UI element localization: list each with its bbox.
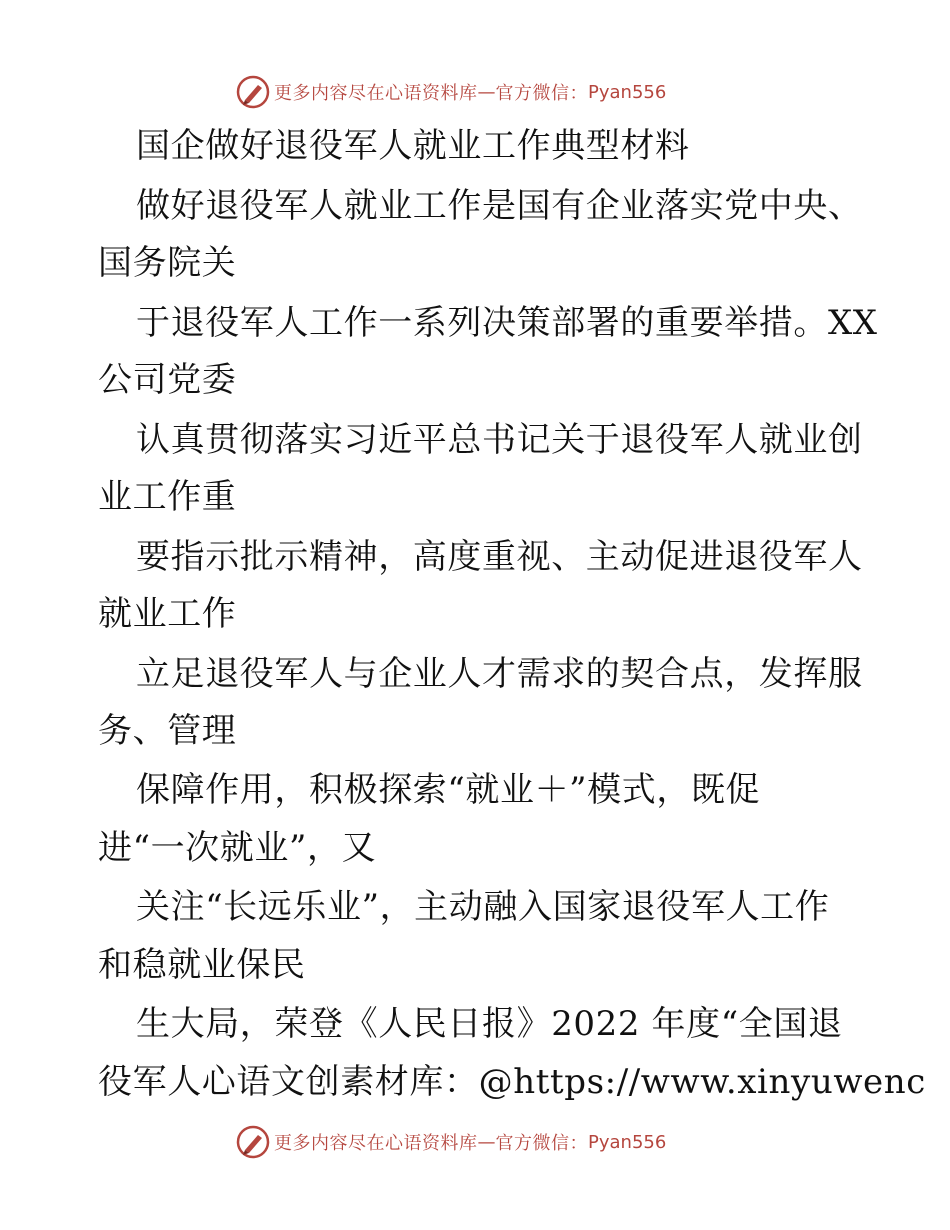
paragraph-line: 进“一次就业”，又 [98, 828, 377, 868]
watermark-main-text: 更多内容尽在心语资料库 [274, 83, 478, 104]
watermark-separator: — [477, 1131, 496, 1153]
paragraph-line: 要指示批示精神，高度重视、主动促进退役军人 [136, 537, 863, 577]
watermark-wechat-id: Pyan556 [588, 81, 667, 103]
paragraph-line: 立足退役军人与企业人才需求的契合点，发挥服 [136, 654, 863, 694]
paragraph-line: 务、管理 [98, 711, 237, 751]
paragraph-line: 就业工作 [98, 594, 237, 634]
watermark-wechat-id: Pyan556 [588, 1131, 667, 1153]
paragraph-line: 关注“长远乐业”，主动融入国家退役军人工作 [136, 887, 830, 927]
paragraph-line: 生大局，荣登《人民日报》2022 年度“全国退 [136, 1004, 843, 1044]
paragraph-line: 和稳就业保民 [98, 945, 306, 985]
paragraph-line: 国务院关 [98, 243, 237, 283]
paragraph-line: 于退役军人工作一系列决策部署的重要举措。XX [136, 303, 878, 343]
watermark-wechat-label: 官方微信： [495, 83, 588, 104]
document-title: 国企做好退役军人就业工作典型材料 [136, 126, 690, 166]
paragraph-line: 役军人心语文创素材库：@https://www.xinyuwenc [98, 1062, 926, 1102]
paragraph-line: 业工作重 [98, 477, 237, 517]
watermark-banner-top [0, 72, 950, 112]
pen-logo-icon [236, 1125, 270, 1159]
watermark-separator: — [477, 81, 496, 103]
paragraph-line: 认真贯彻落实习近平总书记关于退役军人就业创 [136, 420, 863, 460]
pen-logo-icon [236, 75, 270, 109]
paragraph-line: 保障作用，积极探索“就业＋”模式，既促 [136, 770, 761, 810]
watermark-main-text: 更多内容尽在心语资料库 [274, 1133, 478, 1154]
paragraph-line: 公司党委 [98, 360, 237, 400]
watermark-wechat-label: 官方微信： [495, 1133, 588, 1154]
watermark-banner-bottom [0, 1122, 950, 1162]
paragraph-line: 做好退役军人就业工作是国有企业落实党中央、 [136, 186, 863, 226]
